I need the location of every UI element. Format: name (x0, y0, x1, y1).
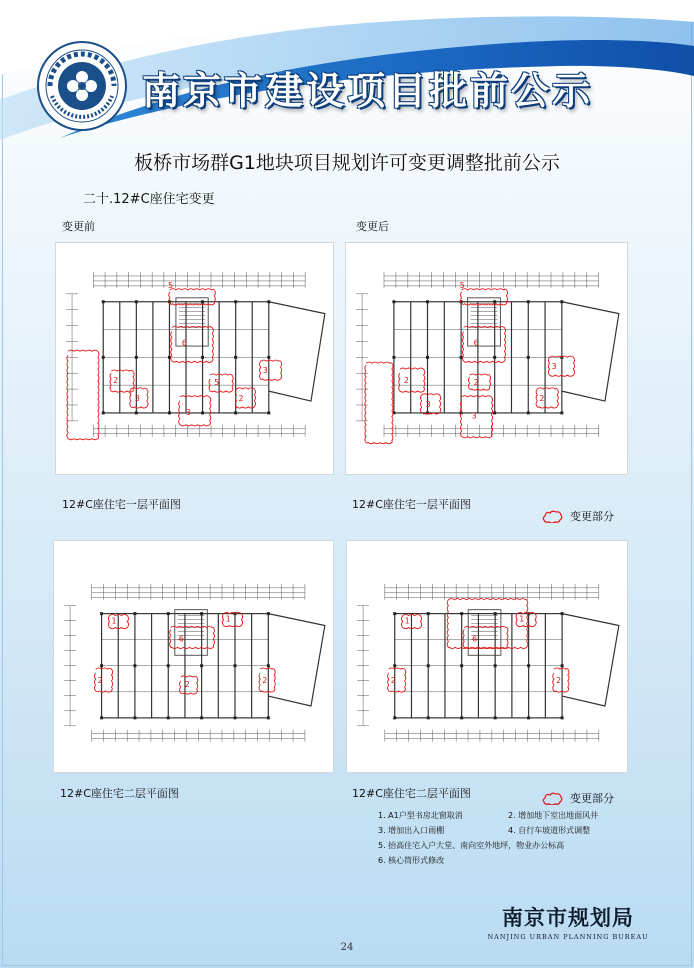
caption-floor1-after: 12#C座住宅一层平面图 (352, 498, 471, 511)
revision-number: 3 (134, 393, 140, 403)
revision-number: 2 (403, 376, 409, 386)
revision-number: 2 (473, 378, 479, 388)
label-after: 变更后 (356, 220, 389, 233)
revision-cloud (462, 326, 505, 362)
revision-number: 3 (185, 407, 191, 417)
caption-floor2-after: 12#C座住宅二层平面图 (352, 787, 471, 800)
revision-cloud (468, 374, 490, 390)
revision-number: 2 (97, 676, 103, 686)
revision-number: 6 (472, 634, 478, 644)
revision-cloud-icon (542, 509, 564, 523)
revision-number: 6 (181, 338, 187, 348)
revision-number: 1 (225, 614, 231, 624)
revision-number: 6 (178, 634, 184, 644)
revision-cloud (67, 350, 99, 440)
revision-number: 1 (519, 614, 525, 624)
revision-cloud (179, 396, 211, 426)
floor-plan-1-before (55, 242, 334, 475)
revision-number: 3 (425, 399, 431, 409)
footer-logo (478, 902, 658, 941)
caption-floor2-before: 12#C座住宅二层平面图 (60, 787, 179, 800)
floor-plan-1-after (345, 242, 628, 475)
revision-number: 2 (390, 676, 396, 686)
revision-number: 2 (113, 376, 119, 386)
revision-number: 6 (473, 338, 479, 348)
section-title: 二十.12#C座住宅变更 (83, 192, 215, 207)
note-item: 4. 自行车坡道形式调整 (508, 826, 591, 835)
revision-number: 5 (459, 280, 465, 290)
planning-bureau-logo (36, 40, 128, 132)
note-item: 5. 抬高住宅入户大堂、南向室外地坪，物业办公标高 (378, 841, 565, 850)
revision-number: 3 (262, 366, 268, 376)
legend-label: 变更部分 (570, 792, 614, 805)
note-item: 3. 增加出入口雨棚 (378, 826, 445, 835)
legend-1 (542, 508, 614, 524)
revision-number: 3 (471, 411, 477, 421)
announcement-subtitle: 板桥市场群G1地块项目规划许可变更调整批前公示 (134, 152, 560, 174)
revision-number: 2 (184, 679, 190, 689)
legend-label: 变更部分 (570, 510, 614, 523)
label-before: 变更前 (62, 220, 95, 233)
revision-number: 3 (551, 362, 557, 372)
revision-number: 1 (404, 616, 410, 626)
revision-number: 2 (238, 393, 244, 403)
floor-plan-2-before (53, 540, 334, 773)
footer-name-en: NANJING URBAN PLANNING BUREAU (487, 933, 649, 941)
floor-plan-2-after (346, 540, 628, 773)
main-title: 南京市建设项目批前公示 (142, 68, 594, 113)
revision-number: 2 (539, 393, 545, 403)
caption-floor1-before: 12#C座住宅一层平面图 (62, 498, 181, 511)
revision-number: 2 (555, 676, 562, 686)
note-item: 1. A1户型书房北窗取消 (378, 811, 463, 820)
note-item: 6. 核心筒形式修改 (378, 856, 445, 865)
revision-number: 5 (167, 280, 174, 290)
revision-number: 1 (111, 616, 117, 626)
note-item: 2. 增加地下室出地面风井 (508, 811, 599, 820)
page-number: 24 (340, 942, 354, 953)
revision-cloud (365, 362, 393, 444)
change-notes (378, 808, 638, 868)
legend-2 (542, 790, 614, 806)
revision-number: 5 (214, 378, 220, 388)
revision-cloud (399, 368, 425, 392)
revision-cloud (209, 374, 233, 392)
revision-number: 2 (262, 676, 268, 686)
revision-cloud (171, 326, 214, 362)
footer-name-cn: 南京市规划局 (502, 905, 634, 930)
revision-cloud-icon (542, 791, 564, 805)
